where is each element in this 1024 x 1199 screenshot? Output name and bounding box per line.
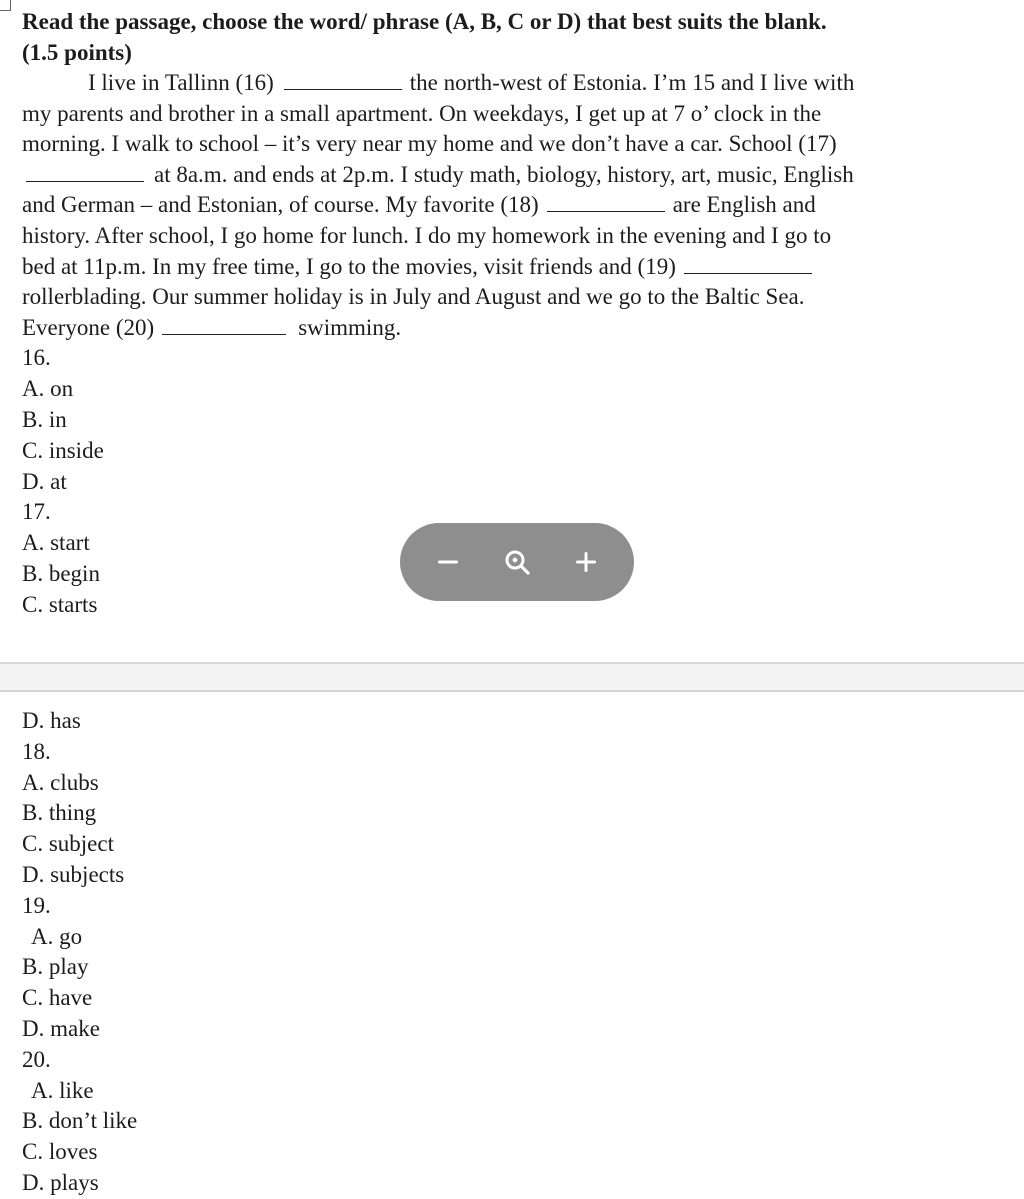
instructions-points: (1.5 points) [22,40,132,65]
option-a: A. go [31,923,83,949]
option-d: D. make [22,1015,100,1041]
question-18 [22,737,984,891]
passage-text: at 8a.m. and ends at 2p.m. I study math, biology, history, art, music, English [154,161,854,187]
document-page-bottom [0,706,1024,1199]
page-break-divider [0,662,1024,692]
zoom-reset-button[interactable] [491,536,543,588]
instructions-heading [22,6,984,68]
passage-text: and German – and Estonian, of course. My favorite (18) [22,192,539,218]
option-b: B. begin [22,560,100,586]
option-b: B. don’t like [22,1108,138,1134]
blank-20 [162,316,286,335]
question-19 [22,891,984,1045]
passage-text: bed at 11p.m. In my free time, I go to the movies, visit friends and (19) [22,253,676,279]
question-number: 19. [22,892,51,918]
passage-text: the north-west of Estonia. I’m 15 and I live with [409,70,855,95]
passage-line-4 [22,160,984,191]
minus-icon [435,549,461,575]
passage-line-5 [22,190,984,221]
option-b: B. thing [22,800,97,826]
passage-line-6: history. After school, I go home for lunch. I do my homework in the evening and I go to [22,222,832,248]
passage-line-8: rollerblading. Our summer holiday is in July and August and we go to the Baltic Sea. [22,284,805,310]
plus-icon [573,549,599,575]
blank-19 [684,255,812,274]
question-number: 20. [22,1046,51,1072]
option-a: A. clubs [22,769,99,795]
passage-text: swimming. [298,314,402,340]
option-d: D. subjects [22,861,125,887]
instructions-line-1: Read the passage, choose the word/ phrase (A, B, C or D) that best suits the blank. [22,9,827,34]
passage-line-3: morning. I walk to school – it’s very near my home and we don’t have a car. School (17) [22,131,837,157]
passage-line-2: my parents and brother in a small apartment. On weekdays, I get up at 7 o’ clock in the [22,100,822,126]
option-a: A. start [22,530,90,556]
option-c: C. loves [22,1139,98,1165]
option-b: B. play [22,954,89,980]
question-number: 17. [22,499,51,525]
blank-18 [547,193,665,212]
question-17-continued [22,706,984,737]
passage-line-7 [22,252,984,283]
question-number: 16. [22,345,51,371]
blank-17 [26,163,144,182]
option-d: D. plays [22,1169,99,1195]
question-number: 18. [22,738,51,764]
option-d: D. has [22,708,81,733]
magnifier-icon [502,547,532,577]
option-c: C. inside [22,437,104,463]
passage-text: I live in Tallinn (16) [88,70,274,95]
option-d: D. at [22,468,67,494]
passage-line-1 [22,68,984,99]
option-c: C. starts [22,591,98,617]
option-c: C. have [22,985,93,1011]
question-16 [22,343,984,497]
question-20 [22,1045,984,1199]
reading-passage [22,68,984,343]
zoom-toolbar [400,523,634,601]
option-a: A. like [31,1077,94,1103]
passage-text: Everyone (20) [22,314,155,340]
option-c: C. subject [22,831,114,857]
passage-text: are English and [672,192,816,218]
zoom-out-button[interactable] [422,536,474,588]
option-a: A. on [22,376,74,402]
zoom-in-button[interactable] [560,536,612,588]
option-b: B. in [22,406,67,432]
passage-line-9 [22,313,984,344]
blank-16 [284,71,402,90]
